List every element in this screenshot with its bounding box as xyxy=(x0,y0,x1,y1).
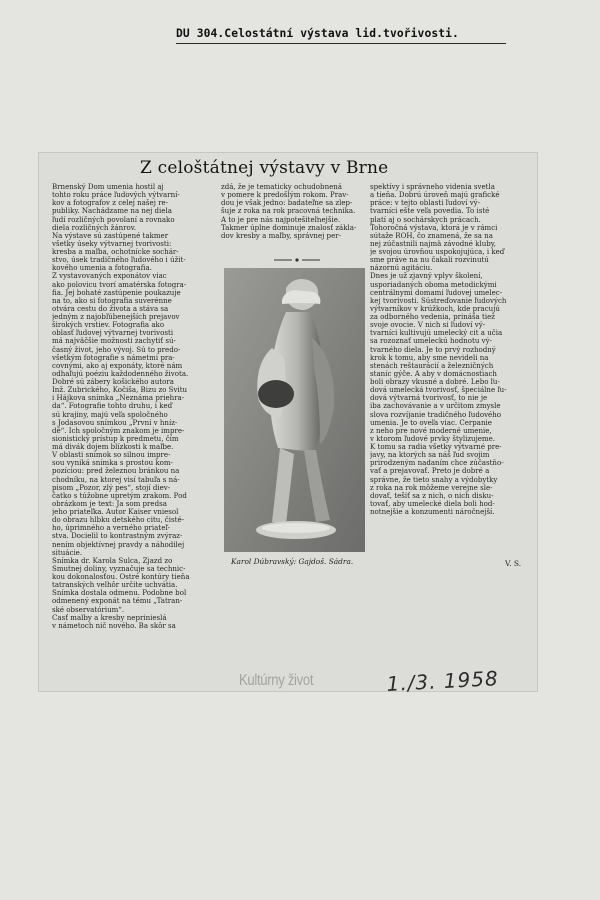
article-line: za odborného vedenia, prináša tiež xyxy=(370,313,495,321)
article-line: boli obrazy vkusné a dobré. Lebo ľu- xyxy=(370,378,500,386)
article-line: ho, úprimného a verného priateľ- xyxy=(52,524,171,533)
article-line: diela rozličných žánrov. xyxy=(52,223,137,232)
article-line: tvarného diela. Je to prvý rozhodný xyxy=(370,345,496,354)
article-line: sú krajiny, majú veľa spoločného xyxy=(52,410,168,419)
article-line: kresba a maľba, ochotnícke sochár- xyxy=(52,248,179,256)
article-line: kov a fotografov z celej našej re- xyxy=(52,199,169,208)
article-line: Dnes je už zjavný vplyv školení, xyxy=(370,272,483,281)
author-signature: V. S. xyxy=(505,559,522,568)
article-line: v ktorom ľudové prvky štylizujeme. xyxy=(370,434,496,443)
article-line: sou vyniká snímka s prostou kom- xyxy=(52,459,173,468)
article-line: z neho pre nové moderné umenie, xyxy=(370,426,492,435)
article-line: sme práve na nu čakali rozvinutú xyxy=(370,256,489,265)
article-line: na to, ako si fotografia suverénne xyxy=(52,296,172,305)
article-line: jeho priateľka. Autor Kaiser vniesol xyxy=(52,508,179,516)
article-line: práce: v tejto oblasti ľudoví vý- xyxy=(370,199,481,208)
article-line: všetkým fotografie s námetmi pra- xyxy=(52,353,175,362)
article-line: Dobré sú zábery košického autora xyxy=(52,378,174,386)
article-line: svoje ovocie. V nich si ľudoví vý- xyxy=(370,321,486,330)
article-line: zdá, že je tematicky ochudobnená xyxy=(221,183,343,191)
article-line: ako polovicu tvorí amatérska fotogra- xyxy=(52,280,187,289)
publication-stamp: Kultúrny život xyxy=(239,672,314,689)
article-line: Takmer úplne dominuje znalosť zákla- xyxy=(221,223,357,232)
article-line: Smutnej doliny, vyznačuje sa technic- xyxy=(52,564,186,573)
article-line: Tohoročná výstava, ktorá je v rámci xyxy=(370,223,498,232)
article-line: Snímka dostala odmenu. Podobne bol xyxy=(52,589,187,598)
article-line: tovať, aby umelecké diela boli hod- xyxy=(370,499,495,508)
article-line: dová umelecká tvorivosť, špeciálne ľu- xyxy=(370,386,507,395)
article-line: usporiadaných oboma metodickými xyxy=(370,280,497,289)
article-column-2 xyxy=(221,183,361,255)
article-line: otvára cestu do života a stáva sa xyxy=(52,304,169,313)
photo-caption: Karol Dúbravský: Gajdoš. Sádra. xyxy=(231,557,354,566)
article-line: publiky. Nachádzame na nej diela xyxy=(52,207,172,216)
article-line: stva. Docielil to kontrastným zvýraz- xyxy=(52,532,183,541)
article-line: šuje z roka na rok pracovná technika. xyxy=(221,207,356,216)
article-line: vať a prejavovať. Preto je dobré a xyxy=(370,467,490,476)
article-line: da“. Fotografie tohto druhu, i keď xyxy=(52,402,173,411)
article-line: covnými, ako aj exponáty, ktoré nám xyxy=(52,361,183,370)
article-line: stenách reštaurácií a železničných xyxy=(370,361,494,370)
article-line: dov kresby a maľby, správnej per- xyxy=(221,231,341,240)
article-line: a tieňa. Dobrú úroveň majú grafické xyxy=(370,191,500,200)
article-line: z roka na rok môžeme verejne sle- xyxy=(370,483,493,492)
article-line: tohto roku práce ľudových výtvarní- xyxy=(52,191,180,200)
article-line: fia. Jej bohaté zastúpenie poukazuje xyxy=(52,288,181,297)
article-line: dě“. Ich spoločným znakom je impre- xyxy=(52,426,185,435)
article-line: tvarníci ešte veľa povedia. To isté xyxy=(370,207,490,216)
article-line: má najväčšie možnosti zachytiť sú- xyxy=(52,337,176,346)
article-line: obrázkom je text: Ja som predsa xyxy=(52,499,167,508)
article-line: javy, na ktorých sa náš ľud svojim xyxy=(370,451,490,460)
article-line: staníc gýče. A aby v domácnostiach xyxy=(370,369,497,378)
article-line: názornú agitáciu. xyxy=(370,264,433,273)
article-line: čatko s túžobne upretým zrakom. Pod xyxy=(52,491,187,500)
article-line: pisom „Pozor, zlý pes“, stojí diev- xyxy=(52,483,171,492)
article-line: chodníku, na ktorej visí tabuľa s ná- xyxy=(52,475,180,484)
article-line: v pomere k predošlým rokom. Prav- xyxy=(221,191,349,200)
header-underline xyxy=(176,43,506,44)
article-column-1 xyxy=(52,183,210,695)
handwritten-date: 1./3. 1958 xyxy=(386,666,500,696)
article-line: dovať, tešiť sa z nich, o nich disku- xyxy=(370,491,494,500)
article-line: kou dokonalosťou. Ostré kontúry tieňa xyxy=(52,573,190,581)
article-line: notnejšie a konzumenti náročnejší. xyxy=(370,508,495,516)
article-line: platí aj o sochárskych prácach. xyxy=(370,215,481,224)
article-line: nej zúčastnili najmä závodné kluby, xyxy=(370,239,497,248)
article-line: kej tvorivosti. Sústreďovanie ľudových xyxy=(370,296,507,305)
article-line: ské observatórium“. xyxy=(52,605,125,614)
article-title: Z celoštátnej výstavy v Brne xyxy=(140,158,389,178)
article-line: sionistický prístup k predmetu, čím xyxy=(52,434,179,443)
sculpture-photo xyxy=(224,268,365,552)
article-line: krok k tomu, aby sme nevideli na xyxy=(370,353,489,362)
article-line: Z vystavovaných exponátov viac xyxy=(52,272,167,281)
archive-header: DU 304.Celostátní výstava lid.tvořivosti. xyxy=(176,27,459,40)
article-line: širokých vrstiev. Fotografia ako xyxy=(52,321,165,330)
article-line: K tomu sa radia všetky výtvarné pre- xyxy=(370,443,502,451)
divider-ornament xyxy=(272,257,322,263)
article-line: spektívy i správneho videnia svetla xyxy=(370,183,495,191)
article-line: stvo, úsek tradičného ľudového i úžit- xyxy=(52,256,186,265)
article-line: s Jodasovou snímkou „První v hníz- xyxy=(52,418,178,427)
article-line: odmenený exponát na tému „Tatran- xyxy=(52,597,183,606)
article-line: tvarníci kultivujú umelecký cit a učia xyxy=(370,329,503,338)
article-line: v námetoch nič nového. Ba skôr sa xyxy=(52,621,176,630)
article-line: dová výtvarná tvorivosť, to nie je xyxy=(370,394,488,403)
article-line: pozíciou: pred železnou bránkou na xyxy=(52,467,180,476)
article-line: všetky úseky výtvarnej tvorivosti: xyxy=(52,239,172,248)
article-line: má divák dojem blízkosti k maľbe. xyxy=(52,443,174,451)
article-line: jedným z najobľúbenejších prejavov xyxy=(52,313,180,321)
article-line: A to je pre nás najpotešiteľnejšie. xyxy=(221,215,341,224)
article-line: je svojou úrovňou uspokojujúca, i keď xyxy=(370,248,505,256)
article-line: tatranských velhôr určite uchvátia. xyxy=(52,581,178,590)
article-line: Časť malby a kresby neprinieslá xyxy=(52,613,167,622)
article-line: slova rozvíjanie tradičného ľudového xyxy=(370,410,502,419)
article-line: kového umenia a fotografia. xyxy=(52,264,152,273)
article-line: ľudí rozličných povolaní a rovnako xyxy=(52,215,175,224)
article-column-3 xyxy=(370,183,527,573)
article-line: iba zachovávanie a v určitom zmysle xyxy=(370,402,501,411)
article-line: odhaľujú poéziu každodenného života. xyxy=(52,369,189,378)
article-line: správne, že tieto snahy a výdobytky xyxy=(370,475,498,484)
article-line: výtvarníkov v krúžkoch, kde pracujú xyxy=(370,304,500,313)
article-line: Brnenský Dom umenia hostil aj xyxy=(52,183,164,191)
article-line: oblasť ľudovej výtvarnej tvorivosti xyxy=(52,329,174,338)
article-line: V oblasti snímok so silnou impre- xyxy=(52,451,171,460)
article-line: sútaže ROH, čo znamená, že sa na xyxy=(370,231,493,240)
article-line: prirodzeným nadaním chce zúčastňo- xyxy=(370,459,504,468)
article-line: umenia. Je to oveľa viac. Čerpanie xyxy=(370,418,492,427)
sculpture-figure-illustration xyxy=(224,268,365,552)
article-line: Na výstave sú zastúpené takmer xyxy=(52,231,169,240)
article-line: dou je však jedno: badateľne sa zlep- xyxy=(221,199,353,208)
article-line: do obrazu hĺbku detského citu, čisté- xyxy=(52,516,185,525)
article-line: situácie. xyxy=(52,548,83,557)
article-line: i Hájkova snímka „Neznáma priehra- xyxy=(52,394,185,403)
article-line: sa rozoznať umeleckú hodnotu vý- xyxy=(370,337,492,346)
article-line: Snímka dr. Karola Šulca, Zjazd zo xyxy=(52,556,173,565)
article-line: centrálnymi domami ľudovej umelec- xyxy=(370,288,503,297)
article-line: časný život, jeho vývoj. Sú to predo- xyxy=(52,345,181,354)
article-line: Inž. Zubrického, Kočiša, Bizu zo Svitu xyxy=(52,386,188,395)
article-line: nením objektívnej pravdy a náhodilej xyxy=(52,540,185,549)
